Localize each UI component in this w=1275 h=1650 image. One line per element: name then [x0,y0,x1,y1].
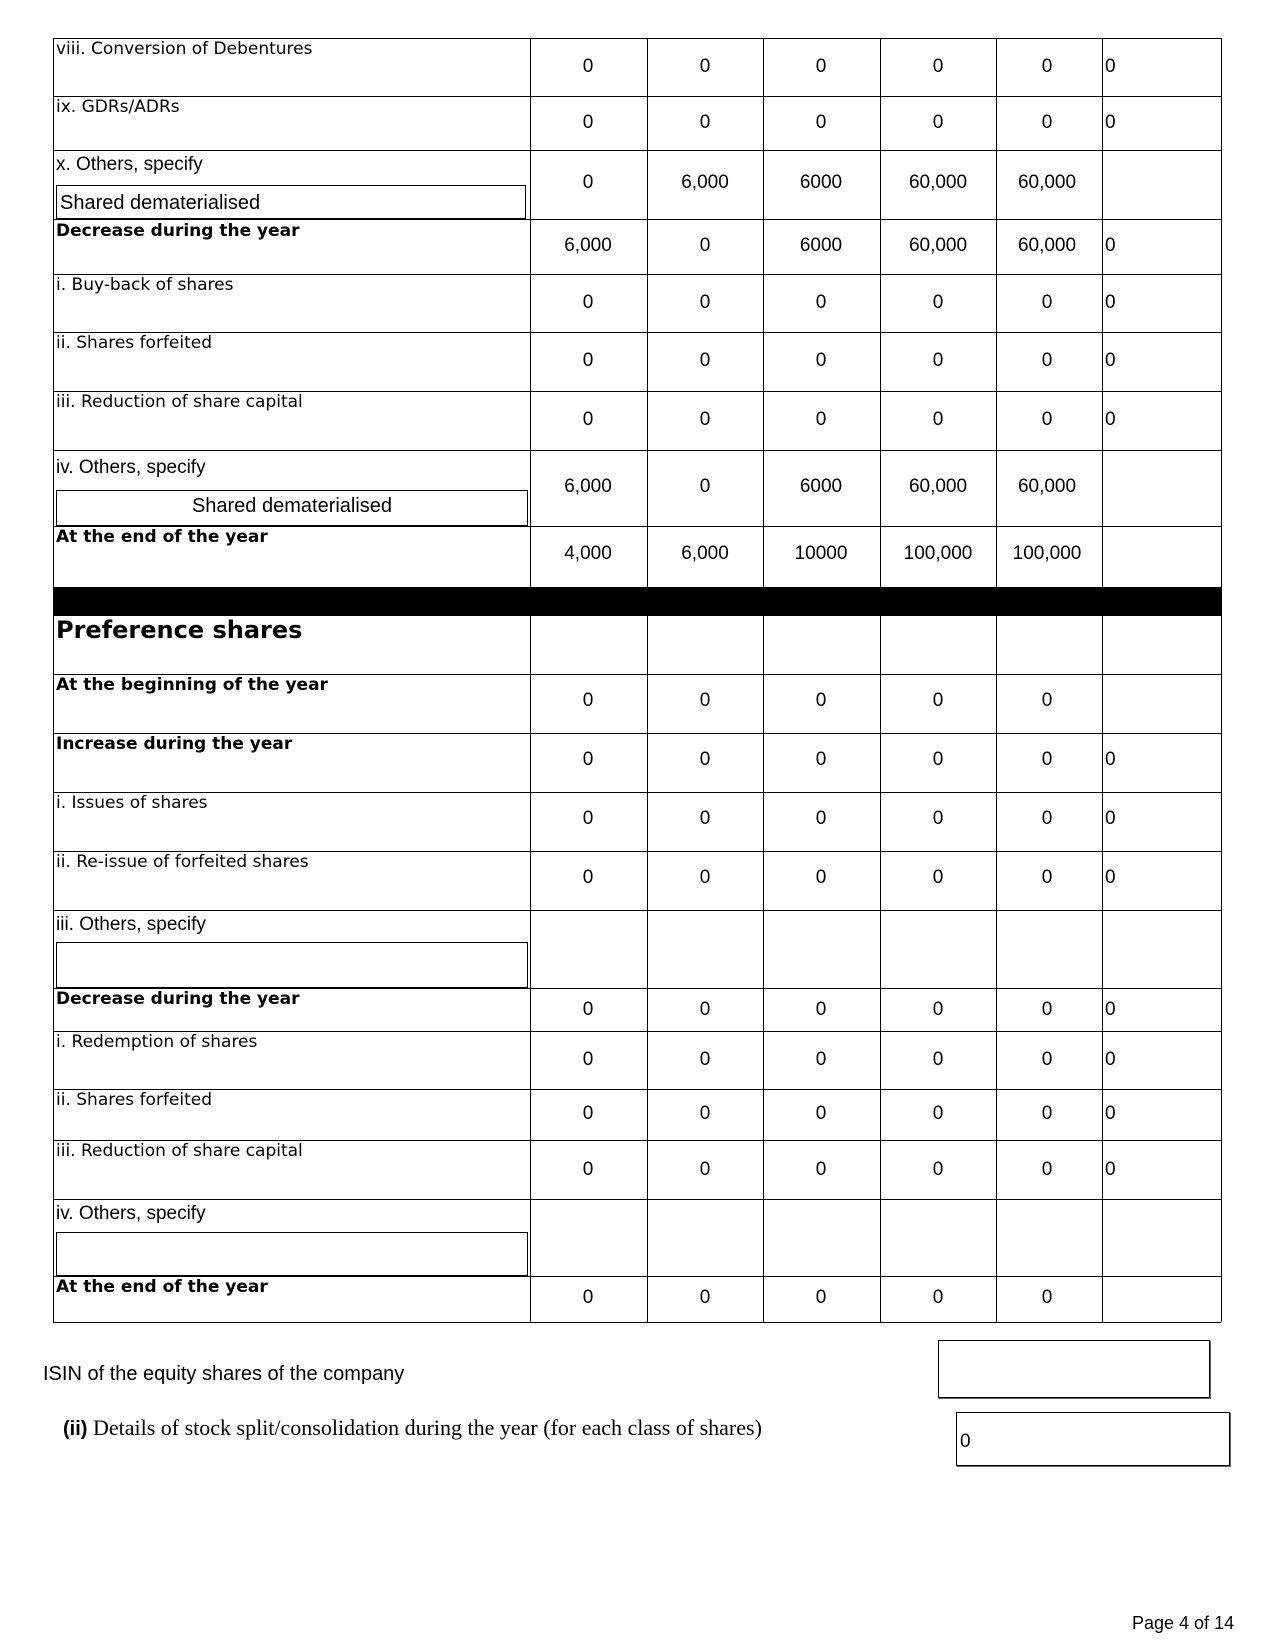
table-cell: 0 [932,808,944,829]
row-label: ii. Shares forfeited [56,1090,213,1110]
table-cell: 0 [699,476,711,497]
table-cell: 0 [1041,409,1053,430]
table-cell: 0 [815,1049,827,1070]
table-cell: 0 [932,867,944,888]
table-cell: 0 [699,749,711,770]
table-cell: 0 [582,749,594,770]
table-cell: 0 [815,808,827,829]
table-cell: 0 [699,690,711,711]
table-cell: 0 [699,112,711,133]
specify-field[interactable]: Shared dematerialised [56,490,528,526]
table-cell: 0 [1105,409,1116,430]
table-cell: 0 [582,56,594,77]
table-cell: 0 [1105,749,1116,770]
isin-field[interactable] [938,1340,1210,1398]
table-cell: 0 [1041,749,1053,770]
row-label: ix. GDRs/ADRs [56,97,180,117]
table-cell: 0 [932,350,944,371]
table-cell: 0 [932,56,944,77]
table-cell: 0 [815,350,827,371]
row-label: Decrease during the year [56,989,300,1009]
grid-line [53,792,1221,793]
page-number: Page 4 of 14 [1132,1613,1235,1633]
table-cell: 0 [932,112,944,133]
grid-line [530,38,531,1322]
table-cell: 60,000 [1017,235,1077,256]
grid-line [996,38,997,1322]
grid-line [53,910,1221,911]
grid-line [763,38,764,1322]
table-cell: 0 [582,409,594,430]
isin-label: ISIN of the equity shares of the company [43,1363,405,1385]
grid-line [53,150,1221,151]
table-cell: 0 [1041,690,1053,711]
table-cell: 0 [582,1287,594,1308]
table-cell: 0 [932,1159,944,1180]
table-cell: 0 [1105,867,1116,888]
grid-line [53,1089,1221,1090]
table-cell: 0 [1105,1159,1116,1180]
table-cell: 0 [1041,292,1053,313]
stock-split-field[interactable]: 0 [956,1412,1230,1466]
stock-split-label [63,1415,762,1441]
table-cell: 0 [1105,1049,1116,1070]
section-heading: Preference shares [56,616,303,644]
grid-line [53,96,1221,97]
table-cell: 0 [582,112,594,133]
table-cell: 6,000 [681,543,729,564]
table-cell: 0 [582,690,594,711]
row-label: At the end of the year [56,1277,268,1297]
table-cell: 0 [1041,56,1053,77]
table-cell: 100,000 [1012,543,1082,564]
table-cell: 6,000 [681,172,729,193]
grid-line [53,1199,1221,1200]
grid-line [53,332,1221,333]
table-cell: 6000 [799,235,843,256]
table-cell: 60,000 [908,172,968,193]
table-cell: 60,000 [908,235,968,256]
table-cell: 6000 [799,172,843,193]
table-cell: 4,000 [564,543,612,564]
table-cell: 0 [582,1159,594,1180]
table-cell: 0 [815,999,827,1020]
row-label: iii. Reduction of share capital [56,392,303,412]
table-cell: 0 [1041,1049,1053,1070]
table-cell: 0 [1105,808,1116,829]
table-cell: 0 [815,292,827,313]
table-cell: 6000 [799,476,843,497]
row-label: Increase during the year [56,734,293,754]
table-cell: 0 [1105,350,1116,371]
specify-field[interactable]: Shared dematerialised [56,185,526,219]
table-cell: 0 [699,999,711,1020]
section-divider [53,587,1221,615]
table-cell: 0 [815,867,827,888]
table-cell: 0 [932,292,944,313]
table-cell: 0 [699,56,711,77]
row-label: ii. Re-issue of forfeited shares [56,852,309,872]
row-label: Decrease during the year [56,221,300,241]
section-number: (ii) [63,1418,88,1440]
table-cell: 0 [932,749,944,770]
table-cell: 0 [1041,1287,1053,1308]
specify-field[interactable] [56,1232,528,1276]
grid-line [53,219,1221,220]
table-cell: 0 [699,1159,711,1180]
table-cell: 60,000 [1017,476,1077,497]
table-cell: 0 [932,999,944,1020]
row-label: i. Redemption of shares [56,1032,258,1052]
table-cell: 0 [932,1103,944,1124]
table-cell: 0 [1105,235,1116,256]
table-cell: 0 [1041,1103,1053,1124]
table-cell: 0 [699,808,711,829]
table-cell: 0 [1105,56,1116,77]
row-label: iii. Reduction of share capital [56,1141,303,1161]
table-cell: 0 [582,867,594,888]
grid-line [53,38,54,1322]
table-cell: 0 [1041,867,1053,888]
table-cell: 0 [815,690,827,711]
grid-line [647,38,648,1322]
table-cell: 0 [1041,350,1053,371]
specify-field[interactable] [56,942,528,988]
table-cell: 0 [699,867,711,888]
table-cell: 0 [1105,999,1116,1020]
table-cell: 0 [699,409,711,430]
table-cell: 0 [582,808,594,829]
row-label: ii. Shares forfeited [56,333,213,353]
grid-line [1102,38,1103,1322]
table-cell: 0 [815,1103,827,1124]
table-cell: 0 [1041,808,1053,829]
table-cell: 0 [582,350,594,371]
table-cell: 0 [582,292,594,313]
table-cell: 0 [582,1049,594,1070]
row-label: iv. Others, specify [56,457,206,478]
grid-line [880,38,881,1322]
row-label: x. Others, specify [56,154,203,175]
row-label: i. Issues of shares [56,793,208,813]
table-cell: 100,000 [903,543,973,564]
grid-line [53,450,1221,451]
table-cell: 0 [1105,292,1116,313]
table-cell: 0 [582,999,594,1020]
table-cell: 6,000 [564,235,612,256]
row-label: At the beginning of the year [56,675,328,695]
table-cell: 60,000 [1017,172,1077,193]
grid-line [53,1322,1221,1323]
table-cell: 0 [815,112,827,133]
table-cell: 10000 [794,543,848,564]
row-label: viii. Conversion of Debentures [56,39,313,59]
table-cell: 0 [932,409,944,430]
table-cell: 0 [699,1103,711,1124]
stock-split-text: Details of stock split/consolidation during the year (for each class of shares) [87,1415,762,1440]
table-cell: 0 [699,235,711,256]
table-cell: 0 [932,1287,944,1308]
row-label: At the end of the year [56,527,268,547]
row-label: iv. Others, specify [56,1203,206,1224]
table-cell: 0 [815,409,827,430]
table-cell: 0 [699,1287,711,1308]
table-cell: 0 [815,1159,827,1180]
table-cell: 0 [815,749,827,770]
table-cell: 0 [1041,999,1053,1020]
table-cell: 0 [1041,112,1053,133]
table-cell: 0 [699,292,711,313]
table-cell: 0 [1105,1103,1116,1124]
table-cell: 0 [815,56,827,77]
table-cell: 60,000 [908,476,968,497]
table-cell: 0 [699,350,711,371]
table-cell: 0 [1041,1159,1053,1180]
table-cell: 0 [582,172,594,193]
grid-line [1221,38,1222,1322]
table-cell: 0 [932,690,944,711]
table-cell: 0 [582,1103,594,1124]
table-cell: 0 [815,1287,827,1308]
table-cell: 0 [932,1049,944,1070]
row-label: iii. Others, specify [56,914,206,935]
table-cell: 0 [699,1049,711,1070]
table-cell: 6,000 [564,476,612,497]
table-cell: 0 [1105,112,1116,133]
row-label: i. Buy-back of shares [56,275,234,295]
